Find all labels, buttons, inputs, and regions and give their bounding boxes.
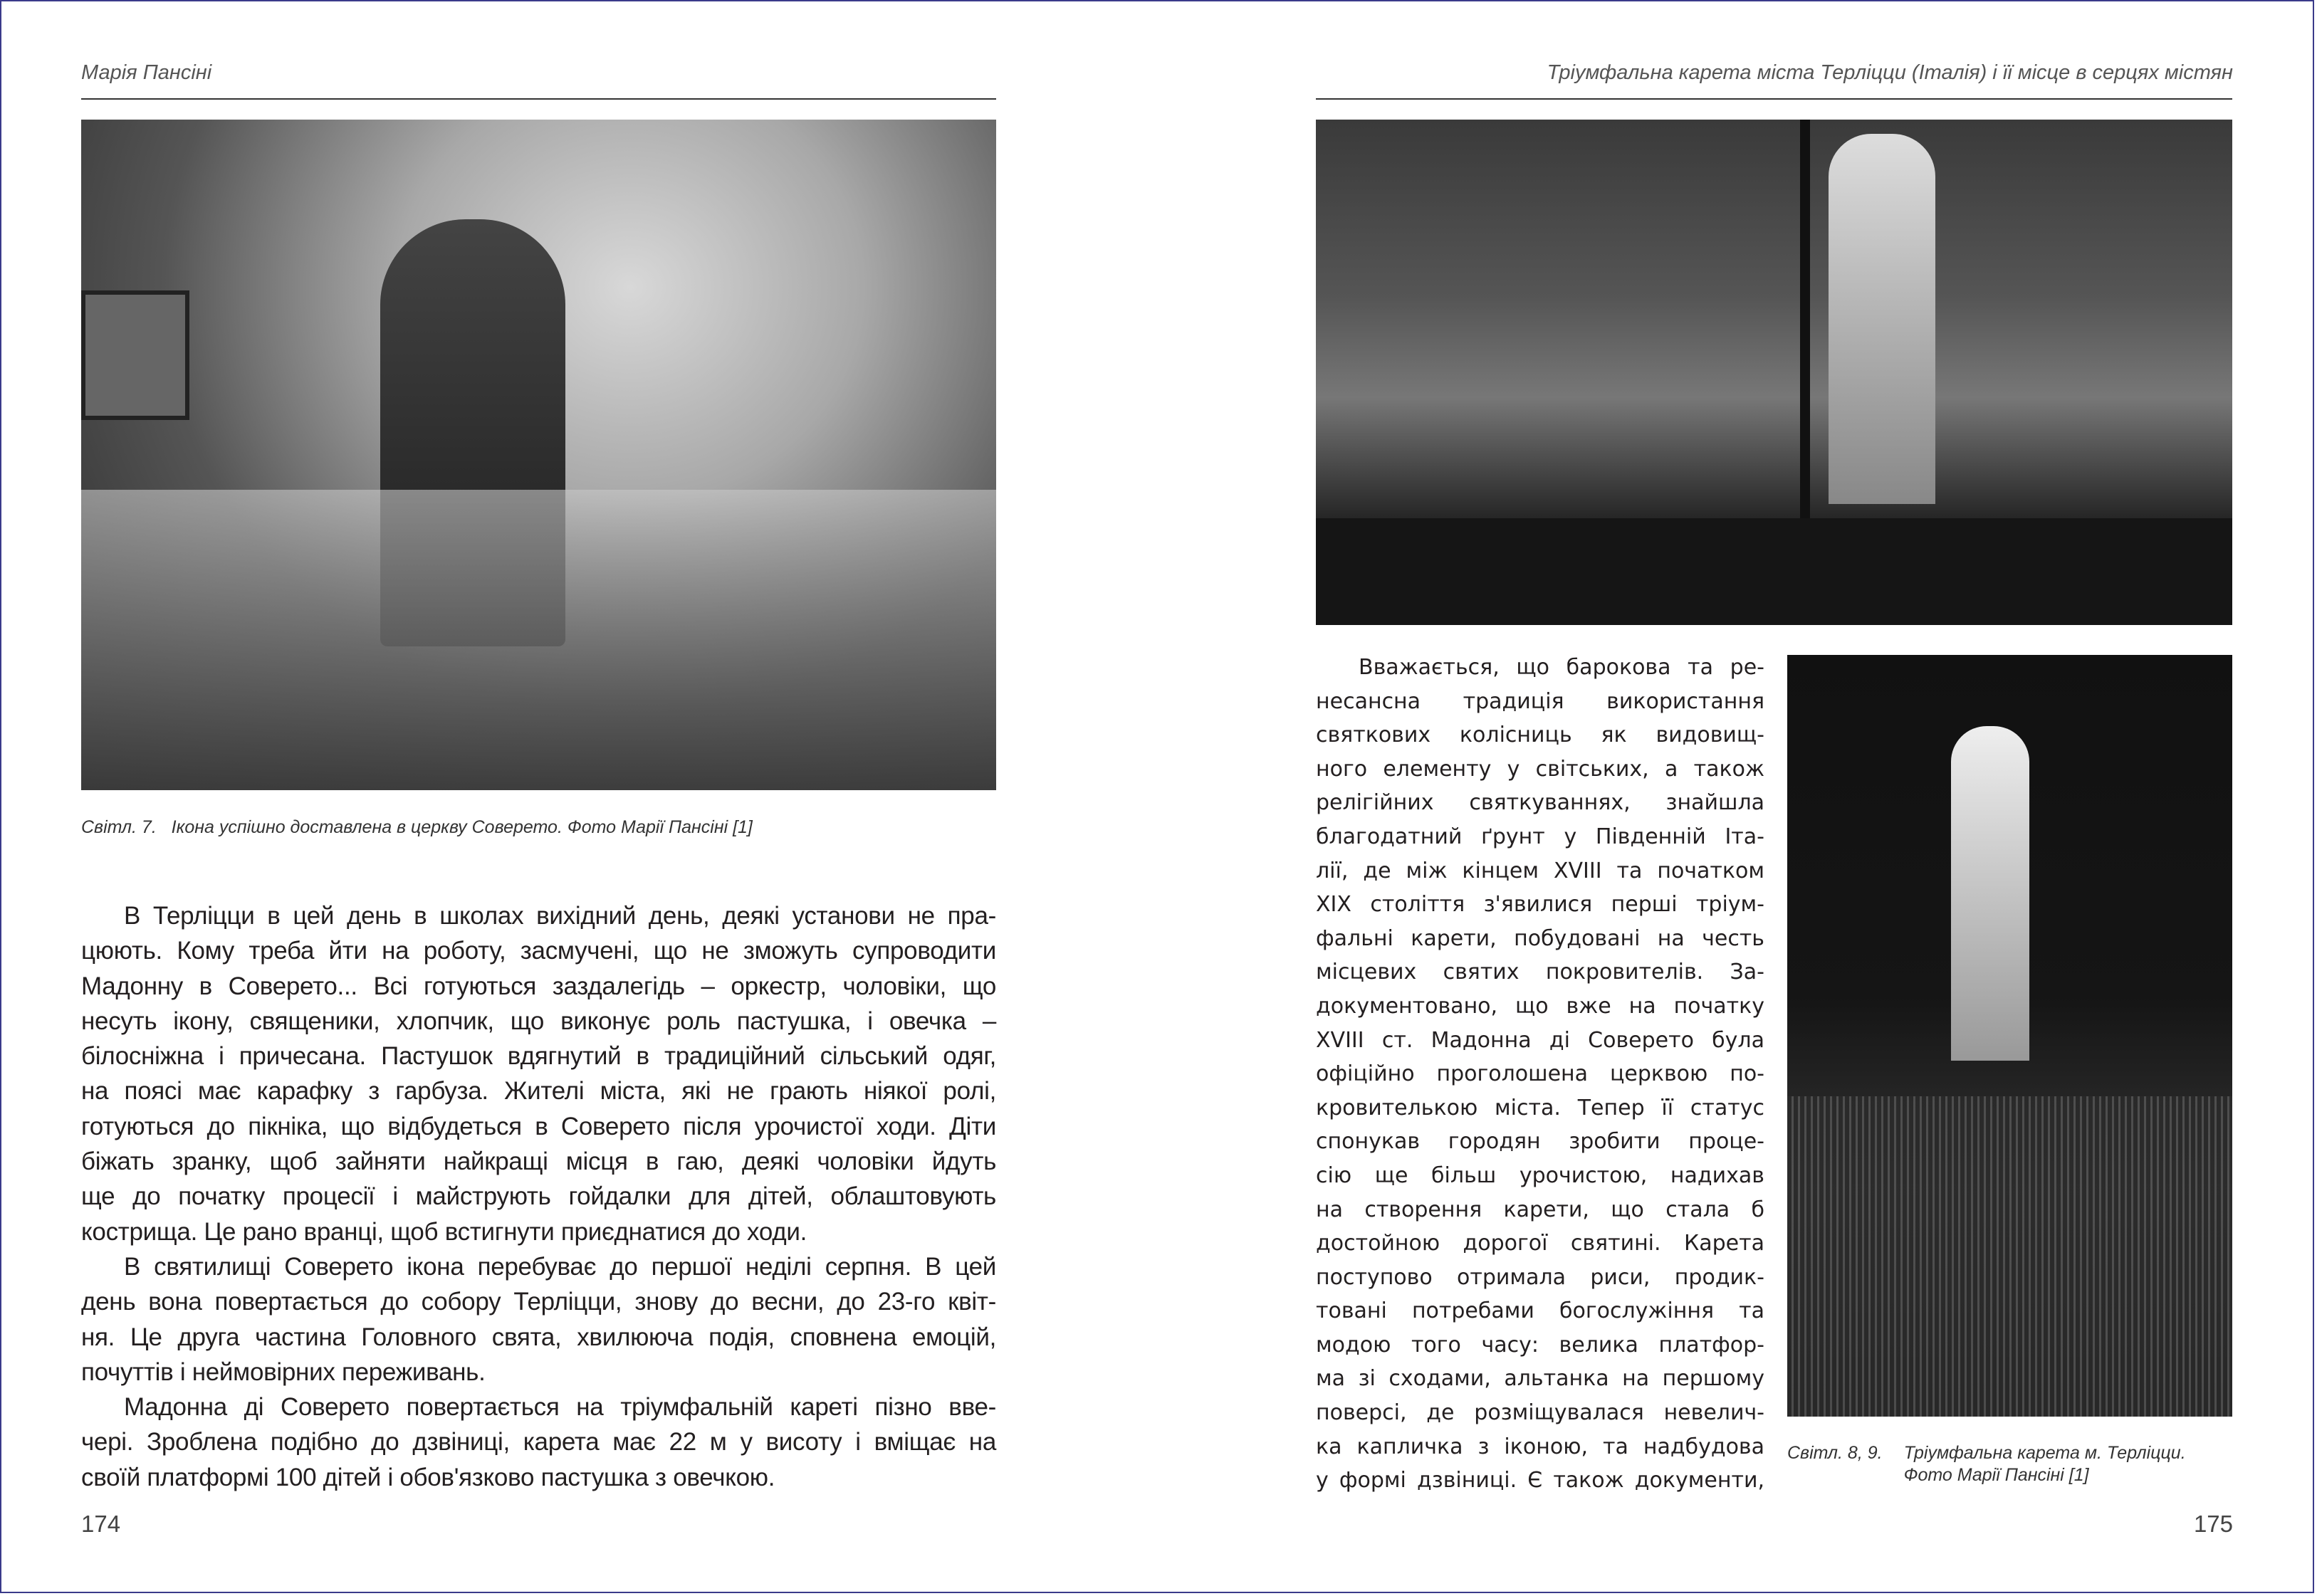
text-line: ка капличка з іконою, та надбудова	[1316, 1434, 1764, 1459]
text-line: несуть ікону, священики, хлопчик, що виконує роль пастушка, і овечка –	[81, 1007, 996, 1035]
text-line: фальні карети, побудовані на честь	[1316, 925, 1764, 951]
text-line: цюють. Кому треба йти на роботу, засмучені, що не зможуть супроводити	[81, 937, 996, 965]
text-line: ще до початку процесії і майструють гойдалки для дітей, облаштовують	[81, 1182, 996, 1211]
photo-illuminated-street	[1316, 120, 2232, 625]
header-rule-right	[1316, 98, 2232, 100]
text-line: XIX століття з'явилися перші тріум-	[1316, 892, 1764, 918]
figure-caption-7	[81, 817, 753, 838]
text-line: документовано, що вже на початку	[1316, 993, 1764, 1019]
text-line: білосніжна і причесана. Пастушок вдягнутий в традиційний сільський одяг,	[81, 1042, 996, 1071]
text-line: готуються до пікніка, що відбудеться в Соверето після урочистої ходи. Діти	[81, 1112, 996, 1140]
text-line: спонукав городян зробити проце-	[1316, 1129, 1764, 1155]
text-line: поверсі, де розміщувалася невелич-	[1316, 1400, 1764, 1426]
text-line: офіційно проголошена церквою по-	[1316, 1061, 1764, 1087]
text-line: на створення карети, що стала б	[1316, 1197, 1764, 1222]
text-line: достойною дорогої святині. Карета	[1316, 1231, 1764, 1256]
running-head-left: Марія Пансіні	[81, 61, 212, 84]
text-line: почуттів і неймовірних переживань.	[81, 1358, 486, 1386]
text-line: чері. Зроблена подібно до дзвіниці, карета має 22 м у висоту і вміщає на	[81, 1428, 996, 1456]
header-rule-left	[81, 98, 996, 100]
caption-label: Світл. 7.	[81, 817, 157, 837]
text-line: місцевих святих покровителів. За-	[1316, 960, 1764, 985]
text-line: релігійних святкуваннях, знайшла	[1316, 790, 1764, 816]
text-line: несансна традиція використання	[1316, 688, 1764, 714]
text-line: модою того часу: велика платфор-	[1316, 1332, 1764, 1358]
caption-label: Світл. 8, 9.	[1787, 1443, 1883, 1463]
text-line: В Терліцци в цей день в школах вихідний день, деякі установи не пра-	[124, 902, 996, 930]
text-line: товані потребами богослужіння та	[1316, 1298, 1764, 1324]
text-line: XVIII ст. Мадонна ді Соверето була	[1316, 1027, 1764, 1053]
text-line: Мадонна ді Соверето повертається на тріумфальній кареті пізно вве-	[124, 1393, 996, 1422]
page-number-left: 174	[81, 1511, 121, 1537]
text-line: благодатний ґрунт у Південній Іта-	[1316, 824, 1764, 849]
text-line: ма зі сходами, альтанка на першому	[1316, 1366, 1764, 1392]
text-line: Мадонну в Соверето... Всі готуються заздалегідь – оркестр, чоловіки, що	[81, 972, 996, 1000]
text-line: святкових колісниць як видовищ-	[1316, 723, 1764, 748]
text-line: біжать зранку, щоб зайняти найкращі місця в гаю, деякі чоловіки йдуть	[81, 1148, 996, 1176]
text-line: кровителькою міста. Тепер її статус	[1316, 1095, 1764, 1120]
text-line: Вважається, що барокова та ре-	[1359, 655, 1764, 680]
text-line: лії, де між кінцем XVIII та початком	[1316, 858, 1764, 883]
text-line: поступово отримала риси, продик-	[1316, 1264, 1764, 1290]
text-line: день вона повертається до собору Терліцци, знову до весни, до 23-го квіт-	[81, 1288, 996, 1316]
text-line: сію ще більш урочистою, надихав	[1316, 1162, 1764, 1188]
figure-caption-8-9	[1787, 1442, 2186, 1486]
text-line: на поясі має карафку з гарбуза. Жителі міста, які не грають ніякої ролі,	[81, 1077, 996, 1106]
photo-icon-church	[81, 120, 996, 790]
caption-line-1: Тріумфальна карета м. Терліцци.	[1903, 1443, 2186, 1463]
running-head-right: Тріумфальна карета міста Терліцци (Італія) і її місце в серцях містян	[1547, 61, 2233, 84]
text-line: В святилищі Соверето ікона перебуває до першої неділі серпня. В цей	[124, 1252, 996, 1281]
caption-line-2: Фото Марії Пансіні [1]	[1903, 1465, 2089, 1485]
text-line: своїй платформі 100 дітей і обов'язково пастушка з овечкою.	[81, 1463, 775, 1491]
page-number-right: 175	[2193, 1511, 2233, 1537]
body-text-left	[81, 898, 996, 1495]
text-line: ного елементу у світських, а також	[1316, 756, 1764, 782]
text-line: у формі дзвіниці. Є також документи,	[1316, 1468, 1764, 1493]
body-text-right	[1316, 651, 1764, 1498]
text-line: кострища. Це рано вранці, щоб встигнути приєднатися до ходи.	[81, 1217, 807, 1246]
text-line: ня. Це друга частина Головного свята, хвилююча подія, сповнена емоцій,	[81, 1323, 996, 1351]
photo-triumphal-carriage	[1787, 655, 2232, 1417]
caption-text: Ікона успішно доставлена в церкву Соверето. Фото Марії Пансіні [1]	[171, 817, 753, 837]
